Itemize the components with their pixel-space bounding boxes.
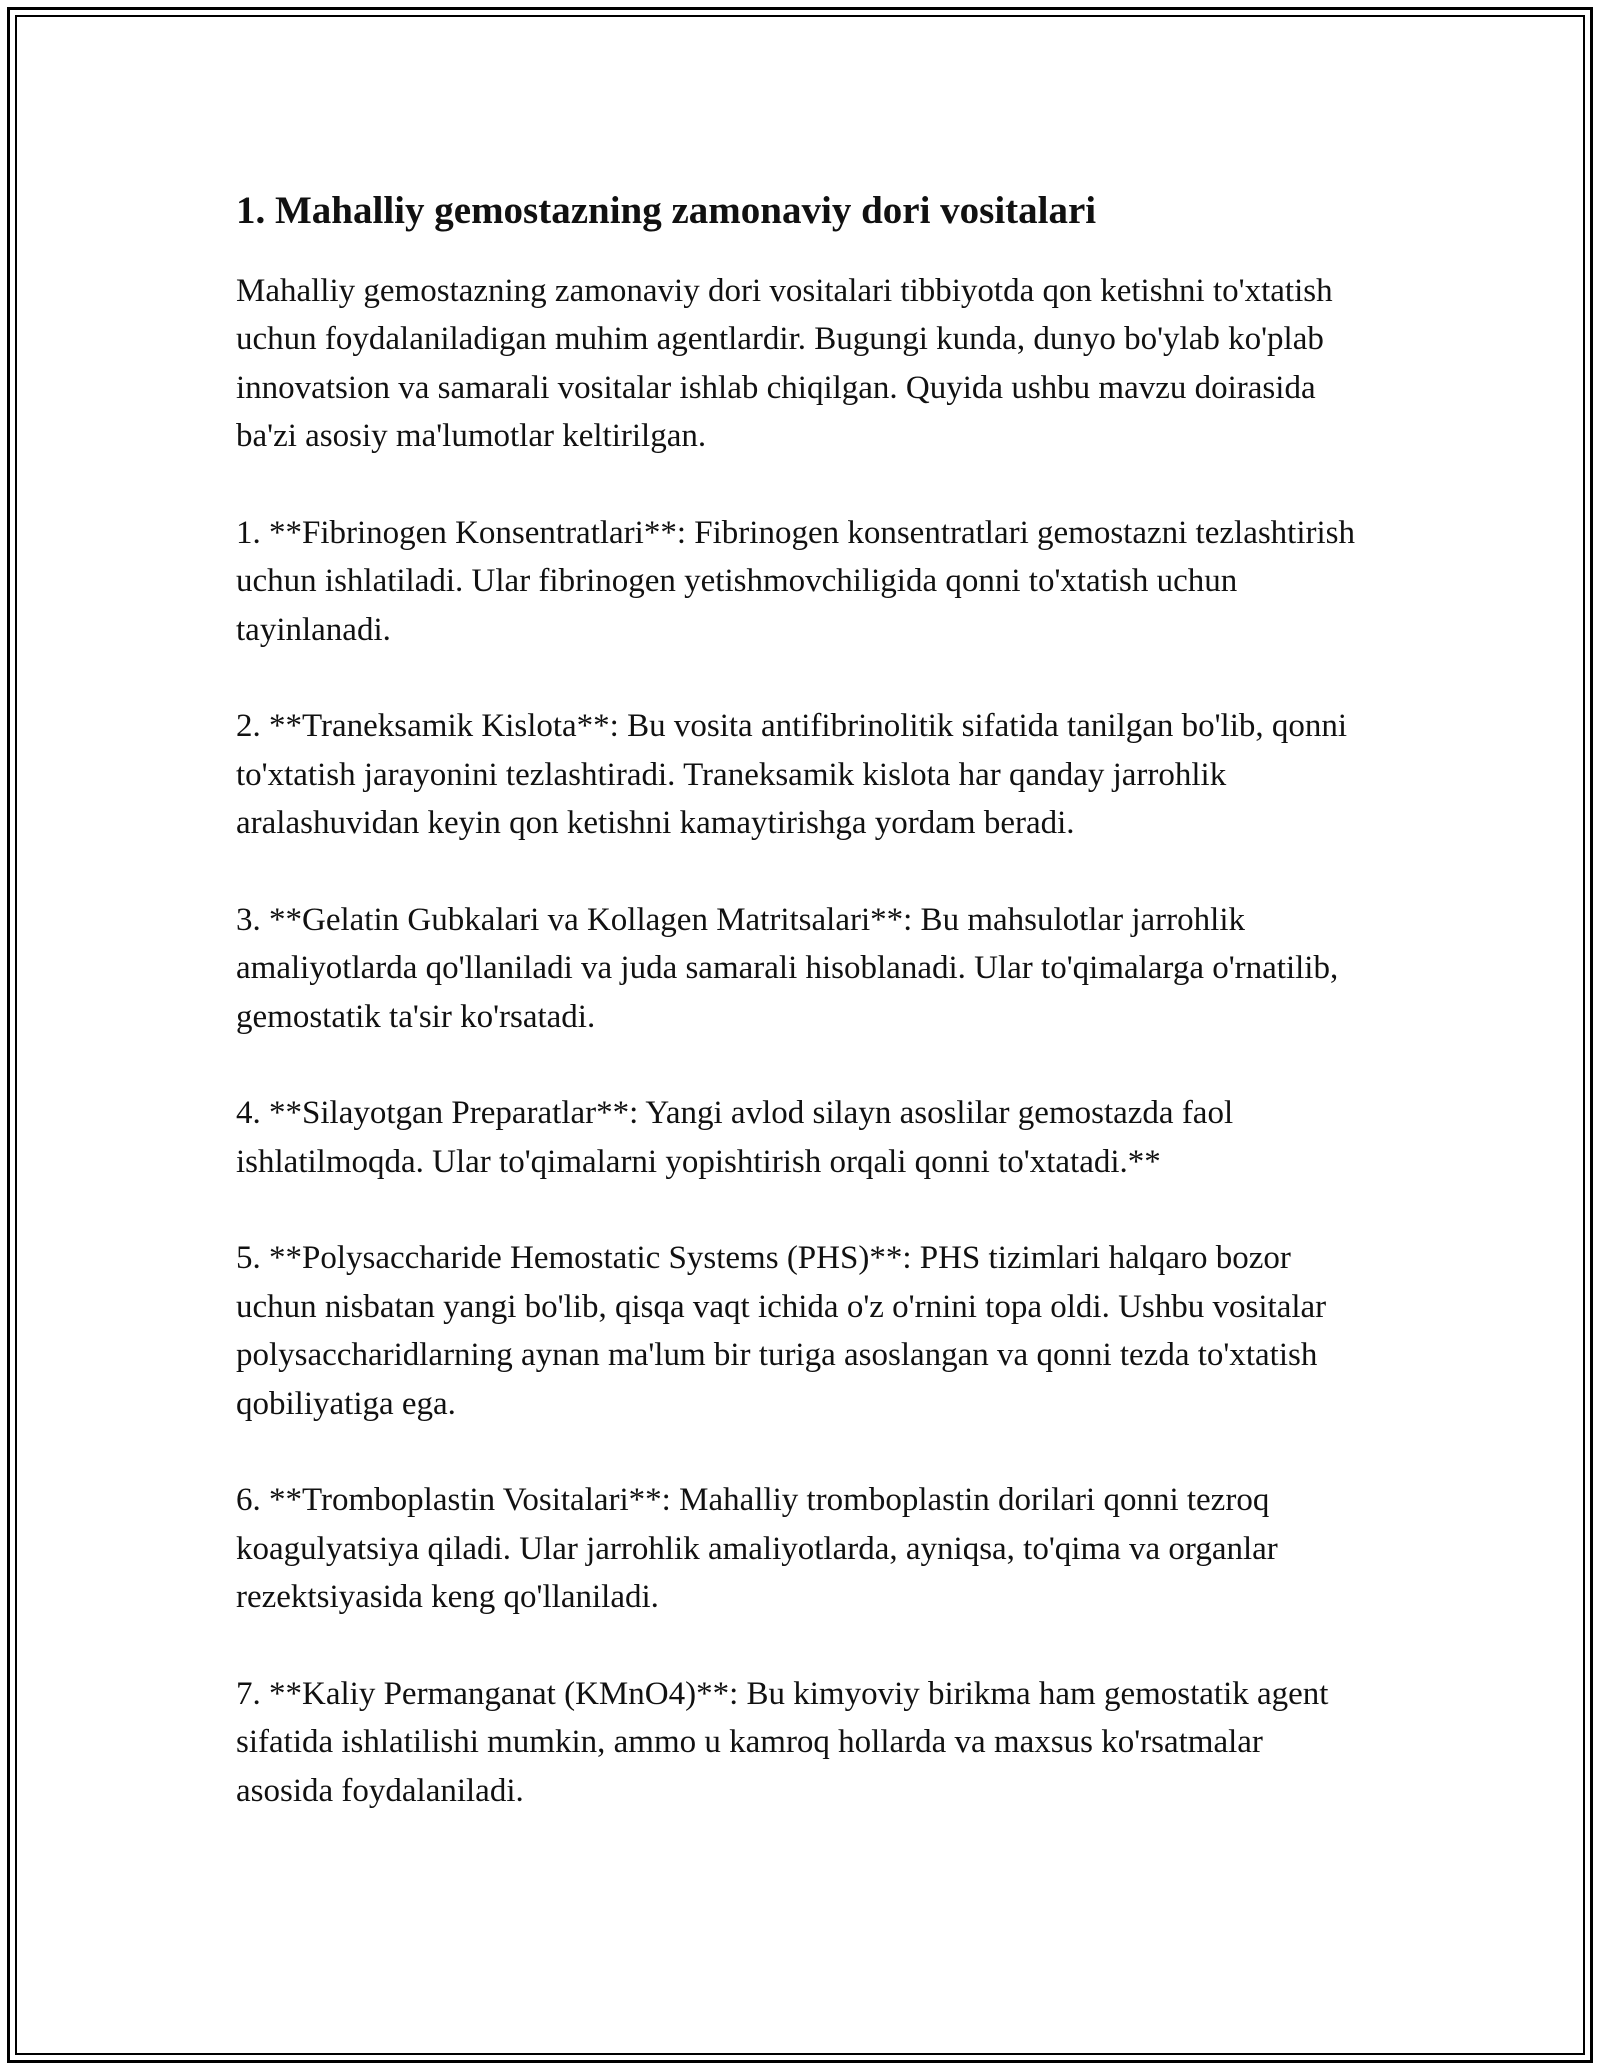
list-item: 7. **Kaliy Permanganat (KMnO4)**: Bu kimyoviy birikma ham gemostatik agent sifatida ishlatilishi mumkin, ammo u kamroq hollarda va maxsus ko'rsatmalar asosida foydalaniladi.	[236, 1675, 1329, 1809]
intro-paragraph: Mahalliy gemostazning zamonaviy dori vositalari tibbiyotda qon ketishni to'xtatish uchun foydalaniladigan muhim agentlardir. Bugungi kunda, dunyo bo'ylab ko'plab innovatsion va samarali vositalar ishlab chiqilgan. Quyida ushbu mavzu doirasida ba'zi asosiy ma'lumotlar keltirilgan.	[236, 272, 1333, 455]
list-item: 2. **Traneksamik Kislota**: Bu vosita antifibrinolitik sifatida tanilgan bo'lib, qonni to'xtatish jarayonini tezlashtiradi. Traneksamik kislota har qanday jarrohlik aralashuvidan keyin qon ketishni kamaytirishga yordam beradi.	[236, 708, 1348, 842]
document-body	[236, 186, 1366, 1863]
document-title: 1. Mahalliy gemostazning zamonaviy dori vositalari	[236, 189, 1097, 232]
list-item: 6. **Tromboplastin Vositalari**: Mahalliy tromboplastin dorilari qonni tezroq koagulyatsiya qiladi. Ular jarrohlik amaliyotlarda, ayniqsa, to'qima va organlar rezektsiyasida keng qo'llaniladi.	[236, 1482, 1278, 1616]
list-item: 3. **Gelatin Gubkalari va Kollagen Matritsalari**: Bu mahsulotlar jarrohlik amaliyotlarda qo'llaniladi va juda samarali hisoblanadi. Ular to'qimalarga o'rnatilib, gemostatik ta'sir ko'rsatadi.	[236, 901, 1339, 1035]
list-item: 1. **Fibrinogen Konsentratlari**: Fibrinogen konsentratlari gemostazni tezlashtirish uchun ishlatiladi. Ular fibrinogen yetishmovchiligida qonni to'xtatish uchun tayinlanadi.	[236, 514, 1356, 648]
list-item: 5. **Polysaccharide Hemostatic Systems (PHS)**: PHS tizimlari halqaro bozor uchun nisbatan yangi bo'lib, qisqa vaqt ichida o'z o'rnini topa oldi. Ushbu vositalar polysaccharidlarning aynan ma'lum bir turiga asoslangan va qonni tezda to'xtatish qobiliyatiga ega.	[236, 1240, 1327, 1422]
list-item: 4. **Silayotgan Preparatlar**: Yangi avlod silayn asoslilar gemostazda faol ishlatilmoqda. Ular to'qimalarni yopishtirish orqali qonni to'xtatadi.**	[236, 1095, 1234, 1180]
